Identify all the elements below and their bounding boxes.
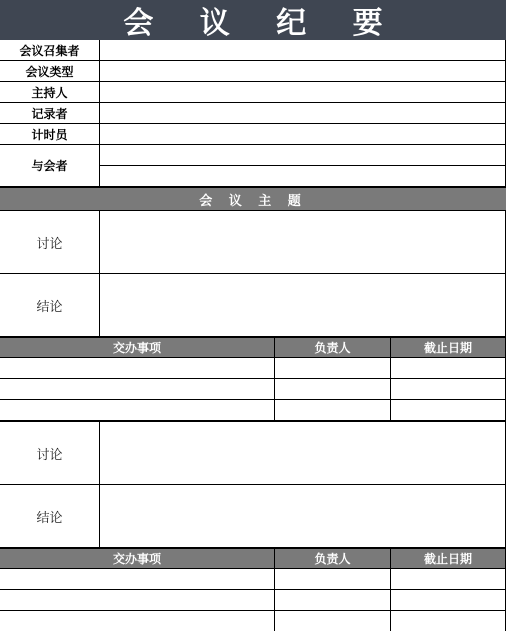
topic-header: 会 议 主 题: [0, 187, 506, 211]
attendees-label: 与会者: [0, 145, 100, 187]
due-date-cell[interactable]: [391, 400, 506, 421]
due-date-cell[interactable]: [391, 569, 506, 590]
timekeeper-field[interactable]: [100, 124, 506, 145]
table-row: [0, 379, 506, 400]
row-host: [0, 82, 506, 103]
due-date-cell[interactable]: [391, 590, 506, 611]
owner-cell[interactable]: [275, 400, 391, 421]
discussion-field-2[interactable]: [100, 422, 506, 485]
attendees-fields: [100, 145, 506, 187]
owner-cell[interactable]: [275, 590, 391, 611]
table-row: [0, 590, 506, 611]
owner-cell[interactable]: [275, 358, 391, 379]
attendees-field-2[interactable]: [100, 166, 506, 187]
host-label: 主持人: [0, 82, 100, 103]
owner-cell[interactable]: [275, 611, 391, 631]
discussion-label-2: 讨论: [0, 422, 100, 485]
owner-col-header: 负责人: [275, 338, 391, 357]
due-date-cell[interactable]: [391, 379, 506, 400]
task-cell[interactable]: [0, 569, 275, 590]
conclusion-field-2[interactable]: [100, 485, 506, 548]
table-row: [0, 569, 506, 590]
row-timekeeper: [0, 124, 506, 145]
row-attendees: [0, 145, 506, 187]
task-cell[interactable]: [0, 400, 275, 421]
timekeeper-label: 计时员: [0, 124, 100, 145]
tasks-header-2: [0, 548, 506, 569]
due-date-cell[interactable]: [391, 611, 506, 631]
task-cell[interactable]: [0, 379, 275, 400]
due-date-col-header: 截止日期: [391, 338, 506, 357]
owner-col-header: 负责人: [275, 549, 391, 568]
task-col-header: 交办事项: [0, 338, 275, 357]
discussion-row-2: [0, 421, 506, 485]
convener-field[interactable]: [100, 40, 506, 61]
table-row: [0, 358, 506, 379]
convener-label: 会议召集者: [0, 40, 100, 61]
page-title: 会 议 纪 要: [0, 0, 506, 40]
due-date-col-header: 截止日期: [391, 549, 506, 568]
conclusion-row-1: [0, 274, 506, 337]
recorder-field[interactable]: [100, 103, 506, 124]
tasks-header-1: [0, 337, 506, 358]
task-cell[interactable]: [0, 358, 275, 379]
discussion-field-1[interactable]: [100, 211, 506, 274]
recorder-label: 记录者: [0, 103, 100, 124]
task-cell[interactable]: [0, 611, 275, 631]
row-convener: [0, 40, 506, 61]
owner-cell[interactable]: [275, 569, 391, 590]
conclusion-row-2: [0, 485, 506, 548]
discussion-row-1: [0, 211, 506, 274]
task-col-header: 交办事项: [0, 549, 275, 568]
owner-cell[interactable]: [275, 379, 391, 400]
row-meeting-type: [0, 61, 506, 82]
meeting-type-label: 会议类型: [0, 61, 100, 82]
host-field[interactable]: [100, 82, 506, 103]
conclusion-label-2: 结论: [0, 485, 100, 548]
conclusion-label-1: 结论: [0, 274, 100, 337]
table-row: [0, 611, 506, 631]
attendees-field-1[interactable]: [100, 145, 506, 166]
due-date-cell[interactable]: [391, 358, 506, 379]
row-recorder: [0, 103, 506, 124]
meeting-type-field[interactable]: [100, 61, 506, 82]
task-cell[interactable]: [0, 590, 275, 611]
discussion-label-1: 讨论: [0, 211, 100, 274]
conclusion-field-1[interactable]: [100, 274, 506, 337]
table-row: [0, 400, 506, 421]
